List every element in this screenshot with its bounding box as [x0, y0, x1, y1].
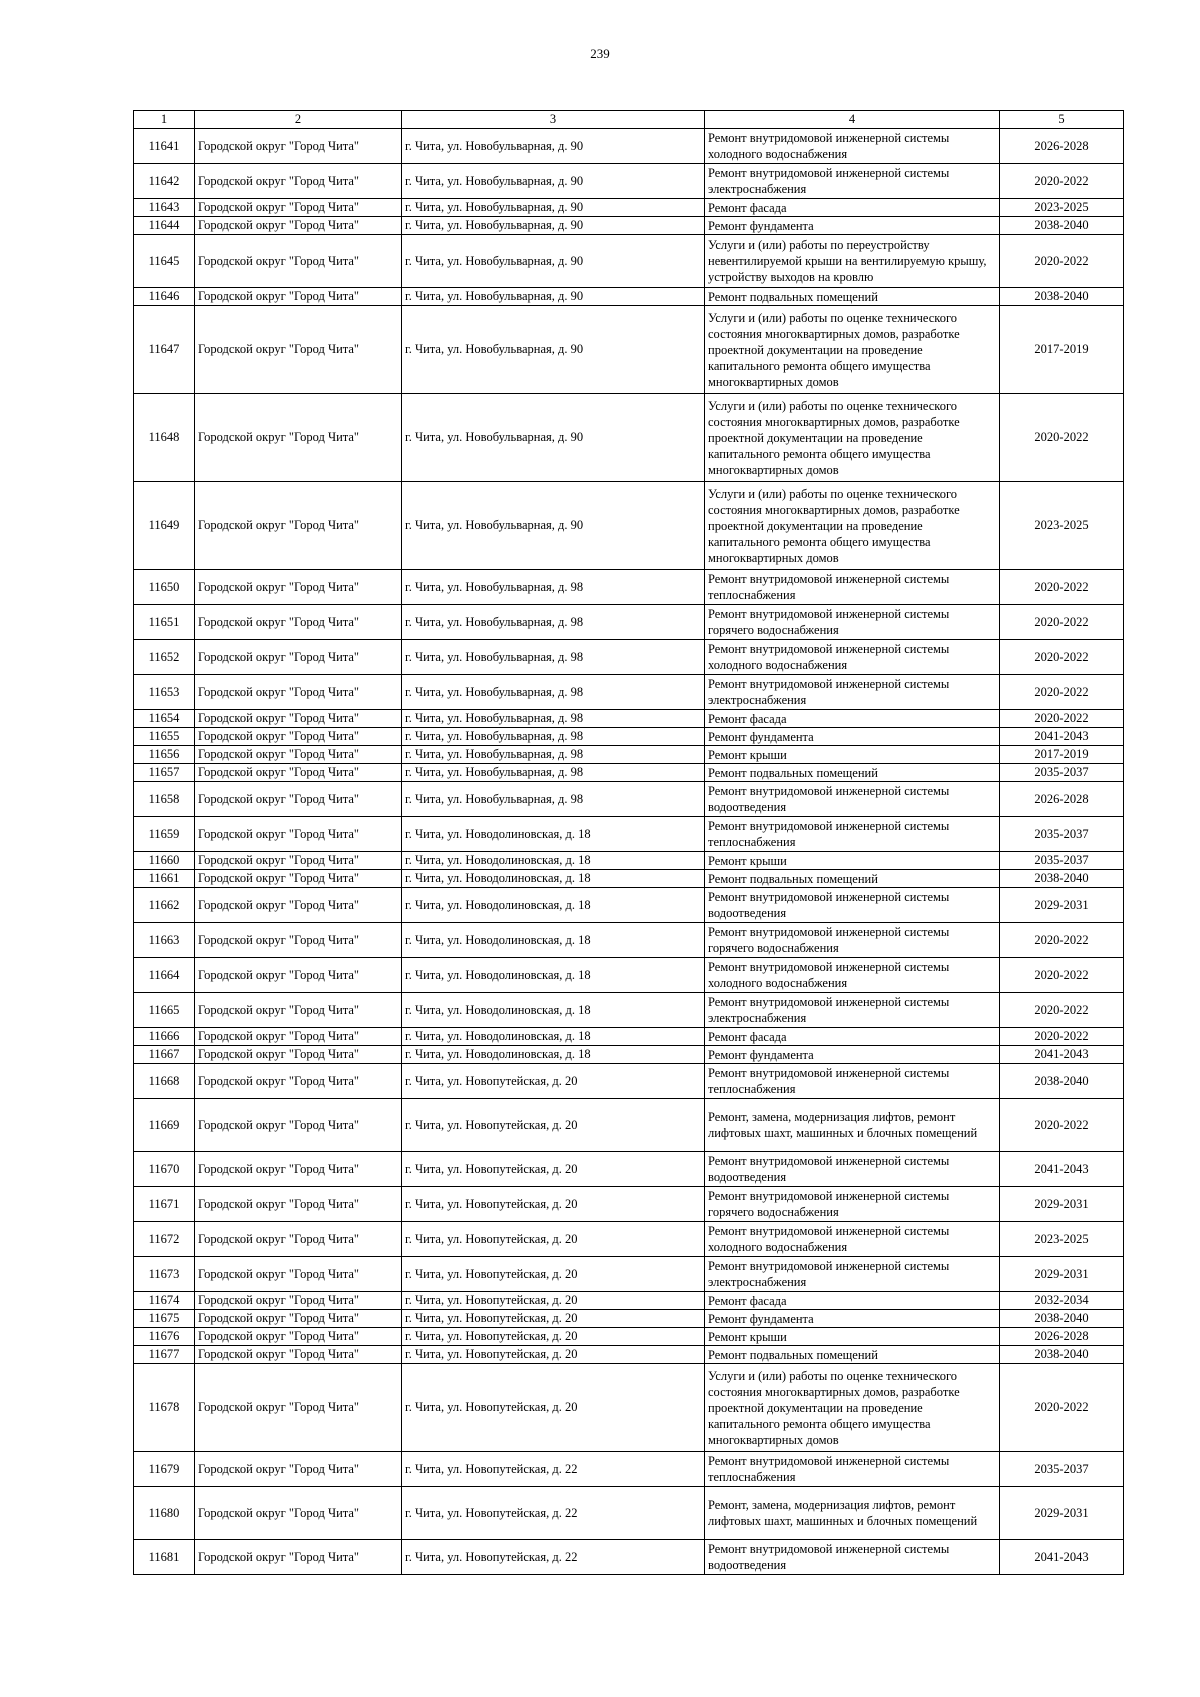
period-cell: 2020-2022	[1000, 1099, 1124, 1152]
period-cell: 2020-2022	[1000, 1028, 1124, 1046]
period-cell: 2038-2040	[1000, 1064, 1124, 1099]
row-number: 11680	[134, 1487, 195, 1540]
table-row	[134, 1222, 1124, 1257]
table-row	[134, 482, 1124, 570]
work-type-cell: Ремонт крыши	[705, 852, 1000, 870]
row-number: 11679	[134, 1452, 195, 1487]
row-number: 11644	[134, 217, 195, 235]
work-type-cell: Ремонт подвальных помещений	[705, 1346, 1000, 1364]
work-type-cell: Ремонт внутридомовой инженерной системы холодного водоснабжения	[705, 129, 1000, 164]
municipality-cell: Городской округ "Город Чита"	[195, 1540, 402, 1575]
municipality-cell: Городской округ "Город Чита"	[195, 1046, 402, 1064]
address-cell: г. Чита, ул. Новобульварная, д. 90	[402, 306, 705, 394]
period-cell: 2038-2040	[1000, 217, 1124, 235]
period-cell: 2020-2022	[1000, 1364, 1124, 1452]
address-cell: г. Чита, ул. Новопутейская, д. 20	[402, 1310, 705, 1328]
period-cell: 2035-2037	[1000, 1452, 1124, 1487]
address-cell: г. Чита, ул. Новодолиновская, д. 18	[402, 1046, 705, 1064]
period-cell: 2020-2022	[1000, 958, 1124, 993]
row-number: 11669	[134, 1099, 195, 1152]
period-cell: 2029-2031	[1000, 1257, 1124, 1292]
address-cell: г. Чита, ул. Новопутейская, д. 20	[402, 1152, 705, 1187]
work-type-cell: Ремонт фундамента	[705, 1046, 1000, 1064]
table-row	[134, 394, 1124, 482]
municipality-cell: Городской округ "Город Чита"	[195, 1452, 402, 1487]
work-type-cell: Ремонт внутридомовой инженерной системы водоотведения	[705, 1540, 1000, 1575]
municipality-cell: Городской округ "Город Чита"	[195, 675, 402, 710]
table-row	[134, 1257, 1124, 1292]
work-type-cell: Ремонт фундамента	[705, 217, 1000, 235]
address-cell: г. Чита, ул. Новобульварная, д. 90	[402, 235, 705, 288]
period-cell: 2038-2040	[1000, 1310, 1124, 1328]
municipality-cell: Городской округ "Город Чита"	[195, 728, 402, 746]
address-cell: г. Чита, ул. Новобульварная, д. 90	[402, 129, 705, 164]
work-type-cell: Ремонт фундамента	[705, 728, 1000, 746]
municipality-cell: Городской округ "Город Чита"	[195, 1222, 402, 1257]
municipality-cell: Городской округ "Город Чита"	[195, 570, 402, 605]
work-type-cell: Ремонт внутридомовой инженерной системы теплоснабжения	[705, 1064, 1000, 1099]
work-type-cell: Услуги и (или) работы по оценке технического состояния многоквартирных домов, разработке проектной документации на проведение капитального ремонта общего имущества многоквартирных домов	[705, 394, 1000, 482]
address-cell: г. Чита, ул. Новопутейская, д. 20	[402, 1064, 705, 1099]
row-number: 11660	[134, 852, 195, 870]
period-cell: 2023-2025	[1000, 1222, 1124, 1257]
row-number: 11653	[134, 675, 195, 710]
period-cell: 2020-2022	[1000, 923, 1124, 958]
period-cell: 2032-2034	[1000, 1292, 1124, 1310]
address-cell: г. Чита, ул. Новобульварная, д. 98	[402, 570, 705, 605]
period-cell: 2029-2031	[1000, 1487, 1124, 1540]
address-cell: г. Чита, ул. Новодолиновская, д. 18	[402, 888, 705, 923]
table-row	[134, 1187, 1124, 1222]
table-row	[134, 1452, 1124, 1487]
address-cell: г. Чита, ул. Новобульварная, д. 98	[402, 746, 705, 764]
row-number: 11652	[134, 640, 195, 675]
municipality-cell: Городской округ "Город Чита"	[195, 958, 402, 993]
address-cell: г. Чита, ул. Новобульварная, д. 98	[402, 764, 705, 782]
row-number: 11668	[134, 1064, 195, 1099]
period-cell: 2038-2040	[1000, 1346, 1124, 1364]
work-type-cell: Ремонт внутридомовой инженерной системы электроснабжения	[705, 675, 1000, 710]
municipality-cell: Городской округ "Город Чита"	[195, 605, 402, 640]
municipality-cell: Городской округ "Город Чита"	[195, 1152, 402, 1187]
work-type-cell: Услуги и (или) работы по оценке технического состояния многоквартирных домов, разработке проектной документации на проведение капитального ремонта общего имущества многоквартирных домов	[705, 482, 1000, 570]
row-number: 11641	[134, 129, 195, 164]
row-number: 11651	[134, 605, 195, 640]
work-type-cell: Ремонт крыши	[705, 1328, 1000, 1346]
address-cell: г. Чита, ул. Новопутейская, д. 20	[402, 1328, 705, 1346]
municipality-cell: Городской округ "Город Чита"	[195, 164, 402, 199]
work-type-cell: Ремонт внутридомовой инженерной системы горячего водоснабжения	[705, 923, 1000, 958]
table-row	[134, 675, 1124, 710]
table-row	[134, 164, 1124, 199]
row-number: 11670	[134, 1152, 195, 1187]
address-cell: г. Чита, ул. Новобульварная, д. 98	[402, 640, 705, 675]
table-row	[134, 1064, 1124, 1099]
table-row	[134, 288, 1124, 306]
municipality-cell: Городской округ "Город Чита"	[195, 199, 402, 217]
municipality-cell: Городской округ "Город Чита"	[195, 782, 402, 817]
municipality-cell: Городской округ "Город Чита"	[195, 1028, 402, 1046]
address-cell: г. Чита, ул. Новопутейская, д. 20	[402, 1257, 705, 1292]
row-number: 11649	[134, 482, 195, 570]
period-cell: 2020-2022	[1000, 993, 1124, 1028]
address-cell: г. Чита, ул. Новопутейская, д. 22	[402, 1452, 705, 1487]
work-type-cell: Ремонт внутридомовой инженерной системы теплоснабжения	[705, 570, 1000, 605]
period-cell: 2023-2025	[1000, 482, 1124, 570]
period-cell: 2029-2031	[1000, 888, 1124, 923]
table-row	[134, 746, 1124, 764]
work-type-cell: Ремонт фасада	[705, 199, 1000, 217]
row-number: 11647	[134, 306, 195, 394]
address-cell: г. Чита, ул. Новобульварная, д. 98	[402, 728, 705, 746]
period-cell: 2020-2022	[1000, 605, 1124, 640]
table-row	[134, 993, 1124, 1028]
row-number: 11667	[134, 1046, 195, 1064]
row-number: 11663	[134, 923, 195, 958]
address-cell: г. Чита, ул. Новобульварная, д. 98	[402, 675, 705, 710]
table-row	[134, 199, 1124, 217]
address-cell: г. Чита, ул. Новопутейская, д. 20	[402, 1187, 705, 1222]
table-row	[134, 129, 1124, 164]
period-cell: 2020-2022	[1000, 394, 1124, 482]
capital-repair-table	[133, 110, 1124, 1575]
row-number: 11672	[134, 1222, 195, 1257]
table-row	[134, 1310, 1124, 1328]
row-number: 11661	[134, 870, 195, 888]
municipality-cell: Городской округ "Город Чита"	[195, 746, 402, 764]
table-row	[134, 1292, 1124, 1310]
address-cell: г. Чита, ул. Новопутейская, д. 20	[402, 1099, 705, 1152]
row-number: 11666	[134, 1028, 195, 1046]
work-type-cell: Ремонт внутридомовой инженерной системы электроснабжения	[705, 993, 1000, 1028]
work-type-cell: Ремонт внутридомовой инженерной системы холодного водоснабжения	[705, 958, 1000, 993]
address-cell: г. Чита, ул. Новобульварная, д. 90	[402, 288, 705, 306]
period-cell: 2026-2028	[1000, 1328, 1124, 1346]
table-row	[134, 817, 1124, 852]
row-number: 11675	[134, 1310, 195, 1328]
table-row	[134, 1487, 1124, 1540]
municipality-cell: Городской округ "Город Чита"	[195, 306, 402, 394]
row-number: 11678	[134, 1364, 195, 1452]
row-number: 11662	[134, 888, 195, 923]
table-body	[134, 129, 1124, 1575]
address-cell: г. Чита, ул. Новодолиновская, д. 18	[402, 870, 705, 888]
address-cell: г. Чита, ул. Новодолиновская, д. 18	[402, 817, 705, 852]
address-cell: г. Чита, ул. Новодолиновская, д. 18	[402, 923, 705, 958]
address-cell: г. Чита, ул. Новопутейская, д. 20	[402, 1346, 705, 1364]
table-row	[134, 958, 1124, 993]
work-type-cell: Ремонт, замена, модернизация лифтов, ремонт лифтовых шахт, машинных и блочных помещений	[705, 1487, 1000, 1540]
work-type-cell: Ремонт внутридомовой инженерной системы водоотведения	[705, 782, 1000, 817]
table-row	[134, 1328, 1124, 1346]
period-cell: 2026-2028	[1000, 129, 1124, 164]
period-cell: 2017-2019	[1000, 306, 1124, 394]
column-header-2: 2	[195, 111, 402, 129]
row-number: 11643	[134, 199, 195, 217]
period-cell: 2017-2019	[1000, 746, 1124, 764]
municipality-cell: Городской округ "Город Чита"	[195, 710, 402, 728]
period-cell: 2026-2028	[1000, 782, 1124, 817]
municipality-cell: Городской округ "Город Чита"	[195, 817, 402, 852]
period-cell: 2023-2025	[1000, 199, 1124, 217]
table-row	[134, 852, 1124, 870]
table-row	[134, 710, 1124, 728]
row-number: 11665	[134, 993, 195, 1028]
row-number: 11664	[134, 958, 195, 993]
row-number: 11654	[134, 710, 195, 728]
work-type-cell: Ремонт внутридомовой инженерной системы холодного водоснабжения	[705, 640, 1000, 675]
address-cell: г. Чита, ул. Новобульварная, д. 98	[402, 605, 705, 640]
municipality-cell: Городской округ "Город Чита"	[195, 288, 402, 306]
work-type-cell: Ремонт внутридомовой инженерной системы горячего водоснабжения	[705, 605, 1000, 640]
work-type-cell: Ремонт внутридомовой инженерной системы электроснабжения	[705, 164, 1000, 199]
table-row	[134, 570, 1124, 605]
table-row	[134, 1540, 1124, 1575]
work-type-cell: Ремонт подвальных помещений	[705, 288, 1000, 306]
period-cell: 2038-2040	[1000, 870, 1124, 888]
table-row	[134, 888, 1124, 923]
work-type-cell: Ремонт подвальных помещений	[705, 764, 1000, 782]
address-cell: г. Чита, ул. Новодолиновская, д. 18	[402, 993, 705, 1028]
municipality-cell: Городской округ "Город Чита"	[195, 1364, 402, 1452]
period-cell: 2020-2022	[1000, 710, 1124, 728]
table-row	[134, 1346, 1124, 1364]
address-cell: г. Чита, ул. Новодолиновская, д. 18	[402, 1028, 705, 1046]
municipality-cell: Городской округ "Город Чита"	[195, 394, 402, 482]
period-cell: 2020-2022	[1000, 164, 1124, 199]
address-cell: г. Чита, ул. Новопутейская, д. 22	[402, 1540, 705, 1575]
work-type-cell: Ремонт фасада	[705, 1028, 1000, 1046]
municipality-cell: Городской округ "Город Чита"	[195, 1064, 402, 1099]
period-cell: 2035-2037	[1000, 852, 1124, 870]
address-cell: г. Чита, ул. Новобульварная, д. 98	[402, 710, 705, 728]
municipality-cell: Городской округ "Город Чита"	[195, 1257, 402, 1292]
period-cell: 2041-2043	[1000, 1540, 1124, 1575]
address-cell: г. Чита, ул. Новобульварная, д. 90	[402, 482, 705, 570]
municipality-cell: Городской округ "Город Чита"	[195, 640, 402, 675]
row-number: 11642	[134, 164, 195, 199]
municipality-cell: Городской округ "Город Чита"	[195, 852, 402, 870]
address-cell: г. Чита, ул. Новобульварная, д. 90	[402, 217, 705, 235]
column-header-4: 4	[705, 111, 1000, 129]
period-cell: 2035-2037	[1000, 764, 1124, 782]
period-cell: 2041-2043	[1000, 728, 1124, 746]
period-cell: 2038-2040	[1000, 288, 1124, 306]
municipality-cell: Городской округ "Город Чита"	[195, 217, 402, 235]
municipality-cell: Городской округ "Город Чита"	[195, 1099, 402, 1152]
row-number: 11655	[134, 728, 195, 746]
row-number: 11673	[134, 1257, 195, 1292]
work-type-cell: Ремонт подвальных помещений	[705, 870, 1000, 888]
work-type-cell: Услуги и (или) работы по оценке технического состояния многоквартирных домов, разработке проектной документации на проведение капитального ремонта общего имущества многоквартирных домов	[705, 306, 1000, 394]
row-number: 11646	[134, 288, 195, 306]
table-row	[134, 728, 1124, 746]
column-header-1: 1	[134, 111, 195, 129]
address-cell: г. Чита, ул. Новодолиновская, д. 18	[402, 958, 705, 993]
period-cell: 2020-2022	[1000, 675, 1124, 710]
table-row	[134, 1152, 1124, 1187]
municipality-cell: Городской округ "Город Чита"	[195, 1328, 402, 1346]
municipality-cell: Городской округ "Город Чита"	[195, 1292, 402, 1310]
table-row	[134, 923, 1124, 958]
work-type-cell: Ремонт внутридомовой инженерной системы водоотведения	[705, 1152, 1000, 1187]
municipality-cell: Городской округ "Город Чита"	[195, 888, 402, 923]
municipality-cell: Городской округ "Город Чита"	[195, 235, 402, 288]
row-number: 11650	[134, 570, 195, 605]
work-type-cell: Услуги и (или) работы по оценке технического состояния многоквартирных домов, разработке проектной документации на проведение капитального ремонта общего имущества многоквартирных домов	[705, 1364, 1000, 1452]
address-cell: г. Чита, ул. Новобульварная, д. 90	[402, 199, 705, 217]
municipality-cell: Городской округ "Город Чита"	[195, 1310, 402, 1328]
table-row	[134, 1099, 1124, 1152]
table-row	[134, 235, 1124, 288]
municipality-cell: Городской округ "Город Чита"	[195, 923, 402, 958]
work-type-cell: Ремонт внутридомовой инженерной системы теплоснабжения	[705, 817, 1000, 852]
address-cell: г. Чита, ул. Новодолиновская, д. 18	[402, 852, 705, 870]
work-type-cell: Ремонт внутридомовой инженерной системы теплоснабжения	[705, 1452, 1000, 1487]
work-type-cell: Ремонт внутридомовой инженерной системы горячего водоснабжения	[705, 1187, 1000, 1222]
table-row	[134, 306, 1124, 394]
row-number: 11648	[134, 394, 195, 482]
row-number: 11674	[134, 1292, 195, 1310]
work-type-cell: Ремонт внутридомовой инженерной системы водоотведения	[705, 888, 1000, 923]
address-cell: г. Чита, ул. Новобульварная, д. 98	[402, 782, 705, 817]
municipality-cell: Городской округ "Город Чита"	[195, 129, 402, 164]
column-header-5: 5	[1000, 111, 1124, 129]
table-row	[134, 764, 1124, 782]
table-header-row	[134, 111, 1124, 129]
period-cell: 2029-2031	[1000, 1187, 1124, 1222]
row-number: 11658	[134, 782, 195, 817]
table-row	[134, 782, 1124, 817]
period-cell: 2035-2037	[1000, 817, 1124, 852]
table-row	[134, 217, 1124, 235]
row-number: 11656	[134, 746, 195, 764]
column-header-3: 3	[402, 111, 705, 129]
municipality-cell: Городской округ "Город Чита"	[195, 1346, 402, 1364]
municipality-cell: Городской округ "Город Чита"	[195, 993, 402, 1028]
address-cell: г. Чита, ул. Новобульварная, д. 90	[402, 164, 705, 199]
period-cell: 2020-2022	[1000, 640, 1124, 675]
work-type-cell: Ремонт фасада	[705, 710, 1000, 728]
work-type-cell: Ремонт крыши	[705, 746, 1000, 764]
address-cell: г. Чита, ул. Новопутейская, д. 20	[402, 1364, 705, 1452]
work-type-cell: Ремонт фасада	[705, 1292, 1000, 1310]
municipality-cell: Городской округ "Город Чита"	[195, 870, 402, 888]
table-row	[134, 1364, 1124, 1452]
work-type-cell: Ремонт, замена, модернизация лифтов, ремонт лифтовых шахт, машинных и блочных помещений	[705, 1099, 1000, 1152]
work-type-cell: Ремонт внутридомовой инженерной системы электроснабжения	[705, 1257, 1000, 1292]
period-cell: 2020-2022	[1000, 235, 1124, 288]
row-number: 11681	[134, 1540, 195, 1575]
page-number: 239	[590, 46, 610, 61]
table-row	[134, 640, 1124, 675]
address-cell: г. Чита, ул. Новобульварная, д. 90	[402, 394, 705, 482]
municipality-cell: Городской округ "Город Чита"	[195, 764, 402, 782]
row-number: 11676	[134, 1328, 195, 1346]
address-cell: г. Чита, ул. Новопутейская, д. 22	[402, 1487, 705, 1540]
period-cell: 2041-2043	[1000, 1152, 1124, 1187]
row-number: 11677	[134, 1346, 195, 1364]
address-cell: г. Чита, ул. Новопутейская, д. 20	[402, 1292, 705, 1310]
work-type-cell: Ремонт внутридомовой инженерной системы холодного водоснабжения	[705, 1222, 1000, 1257]
row-number: 11645	[134, 235, 195, 288]
period-cell: 2041-2043	[1000, 1046, 1124, 1064]
row-number: 11671	[134, 1187, 195, 1222]
work-type-cell: Услуги и (или) работы по переустройству невентилируемой крыши на вентилируемую крышу, устройству выходов на кровлю	[705, 235, 1000, 288]
municipality-cell: Городской округ "Город Чита"	[195, 482, 402, 570]
work-type-cell: Ремонт фундамента	[705, 1310, 1000, 1328]
address-cell: г. Чита, ул. Новопутейская, д. 20	[402, 1222, 705, 1257]
table-row	[134, 870, 1124, 888]
period-cell: 2020-2022	[1000, 570, 1124, 605]
row-number: 11657	[134, 764, 195, 782]
municipality-cell: Городской округ "Город Чита"	[195, 1487, 402, 1540]
table-row	[134, 1046, 1124, 1064]
table-row	[134, 605, 1124, 640]
municipality-cell: Городской округ "Город Чита"	[195, 1187, 402, 1222]
table-row	[134, 1028, 1124, 1046]
row-number: 11659	[134, 817, 195, 852]
